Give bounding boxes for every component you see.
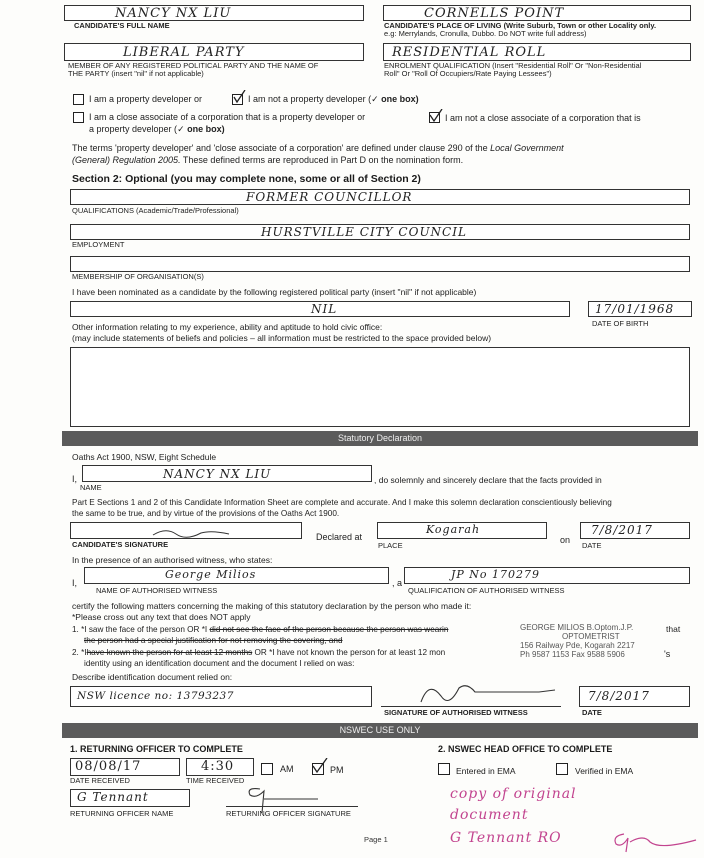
candidate-name-field[interactable]: [64, 5, 364, 21]
property-developer-checkbox[interactable]: [73, 94, 84, 105]
witness-signature-label: SIGNATURE OF AUTHORISED WITNESS: [384, 708, 528, 717]
entered-in-ema-label: Entered in EMA: [456, 766, 516, 776]
time-received-value: 4:30: [201, 759, 235, 774]
property-developer-label: I am a property developer or: [89, 94, 203, 104]
witness-date-label: DATE: [582, 708, 602, 717]
witness-qualification-value: JP No 170279: [451, 568, 541, 581]
qualifications-label: QUALIFICATIONS (Academic/Trade/Professional): [72, 206, 239, 215]
declarant-name-label: NAME: [80, 483, 102, 492]
nominated-party-field[interactable]: [70, 301, 570, 317]
declared-date-label: DATE: [582, 541, 602, 550]
witness-date-value: 7/8/2017: [588, 689, 650, 703]
other-info-field[interactable]: [70, 347, 690, 427]
not-property-developer-label: I am not a property developer (✓ one box): [248, 94, 419, 104]
witness-name-value: George Milios: [165, 568, 257, 581]
certify-item-2-cont: identity using an identification document and the document I relied on was:: [84, 659, 355, 668]
certify-item-2: 2. *Ihave known the person for at least 12 months OR *I have not known the person for at least 12 mon: [72, 648, 446, 657]
check-mark-icon: [312, 758, 328, 774]
pm-label: PM: [330, 765, 344, 775]
enrolment-value: RESIDENTIAL ROLL: [392, 45, 547, 60]
describe-text: Describe identification document relied on:: [72, 672, 233, 682]
optometrist-stamp: [520, 623, 635, 659]
returning-officer-name-value: G Tennant: [77, 790, 149, 804]
declared-date-field[interactable]: [580, 522, 690, 539]
terms-text-1: The terms 'property developer' and 'close associate of a corporation' are defined under clause 290 of the Local Government: [72, 143, 564, 153]
witness-qualification-field[interactable]: [404, 567, 690, 584]
employment-field[interactable]: [70, 224, 690, 240]
check-mark-icon: [429, 109, 443, 123]
candidate-signature-label: CANDIDATE'S SIGNATURE: [72, 540, 169, 549]
candidate-signature-mark: [151, 525, 231, 539]
close-associate-label: I am a close associate of a corporation that is a property developer or: [89, 112, 366, 122]
qualifications-field[interactable]: [70, 189, 690, 205]
id-document-field[interactable]: [70, 686, 372, 707]
membership-field[interactable]: [70, 256, 690, 272]
verified-in-ema-checkbox[interactable]: [556, 763, 568, 775]
not-close-associate-label: I am not a close associate of a corporation that is: [445, 113, 641, 123]
witness-name-field[interactable]: [84, 567, 389, 584]
qualifications-value: FORMER COUNCILLOR: [246, 190, 413, 204]
certify-item-1-cont: the person had a special justification for not removing the covering, and: [84, 636, 343, 645]
declared-date-value: 7/8/2017: [591, 523, 653, 537]
pm-checkbox[interactable]: [312, 763, 324, 775]
party-value: LIBERAL PARTY: [123, 45, 245, 60]
on-label: on: [560, 535, 571, 545]
declared-place-field[interactable]: [377, 522, 547, 539]
stamp-line-1: GEORGE MILIOS B.Optom.J.P.: [520, 623, 634, 632]
annotation-line-2: document: [450, 807, 529, 823]
witness-signature-field[interactable]: [381, 686, 561, 707]
declared-place-label: PLACE: [378, 541, 403, 550]
place-of-living-field[interactable]: [383, 5, 691, 21]
am-label: AM: [280, 764, 294, 774]
witness-signature-mark: [419, 678, 559, 706]
candidate-name-label: CANDIDATE'S FULL NAME: [74, 21, 170, 30]
cross-out-text: *Please cross out any text that does NOT apply: [72, 612, 251, 622]
head-office-heading: 2. NSWEC HEAD OFFICE TO COMPLETE: [438, 744, 613, 754]
candidate-name-value: NANCY NX LIU: [115, 6, 232, 21]
employment-value: HURSTVILLE CITY COUNCIL: [261, 225, 467, 239]
date-of-birth-label: DATE OF BIRTH: [592, 319, 649, 328]
stamp-line-3: 156 Railway Pde, Kogarah 2217: [520, 641, 635, 650]
declarant-name-field[interactable]: [82, 465, 372, 482]
place-of-living-label: CANDIDATE'S PLACE OF LIVING (Write Suburb, Town or other Locality only.: [384, 21, 657, 30]
certify-item-1-that: that: [666, 624, 681, 634]
tick-glyph-icon: ✓: [177, 124, 185, 134]
date-of-birth-value: 17/01/1968: [595, 302, 675, 316]
other-info-text: Other information relating to my experience, ability and aptitude to hold civic office:: [72, 322, 383, 332]
declarant-name-value: NANCY NX LIU: [163, 467, 272, 481]
presence-text: In the presence of an authorised witness, who states:: [72, 555, 273, 565]
candidate-signature-field[interactable]: [70, 522, 302, 539]
terms-text-2: (General) Regulation 2005. These defined terms are reproduced in Part D on the nomination form.: [72, 155, 464, 165]
place-of-living-hint: e.g: Merrylands, Cronulla, Dubbo. Do NOT write full address): [384, 29, 587, 38]
annotation-line-3: G Tennant RO: [450, 830, 562, 846]
stamp-line-4: Ph 9587 1153 Fax 9588 5906: [520, 650, 625, 659]
close-associate-checkbox[interactable]: [73, 112, 84, 123]
enrolment-label: ENROLMENT QUALIFICATION (Insert "Residential Roll" Or "Non-Residential: [384, 61, 642, 70]
declarant-i-label: I,: [72, 474, 78, 484]
date-received-value: 08/08/17: [75, 759, 142, 774]
verified-in-ema-label: Verified in EMA: [575, 766, 634, 776]
stamp-suffix: 's: [664, 649, 671, 659]
certify-item-1: 1. *I saw the face of the person OR *I did not see the face of the person because the person was wearin: [72, 625, 449, 634]
date-received-field[interactable]: [70, 758, 180, 776]
id-document-value: NSW licence no: 13793237: [77, 690, 234, 702]
party-label-2: THE PARTY (insert "nil" if not applicable): [68, 69, 204, 78]
a-label: , a: [392, 578, 403, 588]
other-info-text-2: (may include statements of beliefs and policies – all information must be restricted to the space provided below): [72, 333, 492, 343]
membership-label: MEMBERSHIP OF ORGANISATION(S): [72, 272, 204, 281]
returning-officer-heading: 1. RETURNING OFFICER TO COMPLETE: [70, 744, 243, 754]
party-field[interactable]: [64, 43, 364, 61]
time-received-label: TIME RECEIVED: [186, 776, 245, 785]
nominated-text: I have been nominated as a candidate by the following registered political party (insert "nil" if not applicable): [72, 287, 477, 297]
enrolment-label-2: Roll" Or "Roll Of Occupiers/Rate Paying Lessees"): [384, 69, 552, 78]
witness-qualification-label: QUALIFICATION OF AUTHORISED WITNESS: [408, 586, 565, 595]
stamp-line-2: OPTOMETRIST: [562, 632, 620, 641]
close-associate-label-2: a property developer (✓ one box): [89, 124, 225, 134]
annotation-signature-mark: [610, 830, 700, 854]
part-e-text-2: the same to be true, and by virtue of the provisions of the Oaths Act 1900.: [72, 509, 340, 518]
date-of-birth-field[interactable]: [588, 301, 692, 317]
certify-text: certify the following matters concerning the making of this statutory declaration by the person who made it:: [72, 601, 472, 611]
section-2-heading: Section 2: Optional (you may complete none, some or all of Section 2): [72, 173, 421, 185]
time-received-field[interactable]: [186, 758, 254, 776]
date-received-label: DATE RECEIVED: [70, 776, 130, 785]
witness-date-field[interactable]: [579, 686, 690, 707]
statutory-declaration-band: Statutory Declaration: [62, 431, 698, 446]
returning-officer-name-field[interactable]: [70, 789, 190, 807]
enrolment-field[interactable]: [383, 43, 691, 61]
employment-label: EMPLOYMENT: [72, 240, 125, 249]
place-of-living-value: CORNELLS POINT: [424, 6, 565, 21]
page-number: Page 1: [364, 835, 388, 844]
check-mark-icon: [232, 90, 246, 104]
returning-officer-signature-label: RETURNING OFFICER SIGNATURE: [226, 809, 351, 818]
declared-at-label: Declared at: [316, 532, 363, 542]
nominated-party-value: NIL: [311, 302, 338, 316]
declared-place-value: Kogarah: [426, 523, 481, 536]
nswec-use-only-band: NSWEC USE ONLY: [62, 723, 698, 738]
party-label: MEMBER OF ANY REGISTERED POLITICAL PARTY AND THE NAME OF: [68, 61, 319, 70]
not-property-developer-checkbox[interactable]: [232, 94, 243, 105]
part-e-text: Part E Sections 1 and 2 of this Candidate Information Sheet are complete and accurate. And I make this solemn declaration conscientiously believing: [72, 498, 612, 507]
tick-glyph-icon: ✓: [371, 94, 379, 104]
entered-in-ema-checkbox[interactable]: [438, 763, 450, 775]
declare-text: , do solemnly and sincerely declare that the facts provided in: [374, 475, 602, 485]
witness-name-label: NAME OF AUTHORISED WITNESS: [96, 586, 218, 595]
witness-i-label: I,: [72, 578, 78, 588]
am-checkbox[interactable]: [261, 763, 273, 775]
annotation-line-1: copy of original: [450, 786, 577, 802]
oaths-act-text: Oaths Act 1900, NSW, Eight Schedule: [72, 452, 217, 462]
returning-officer-signature-field[interactable]: [226, 789, 358, 807]
returning-officer-name-label: RETURNING OFFICER NAME: [70, 809, 174, 818]
not-close-associate-checkbox[interactable]: [429, 112, 440, 123]
